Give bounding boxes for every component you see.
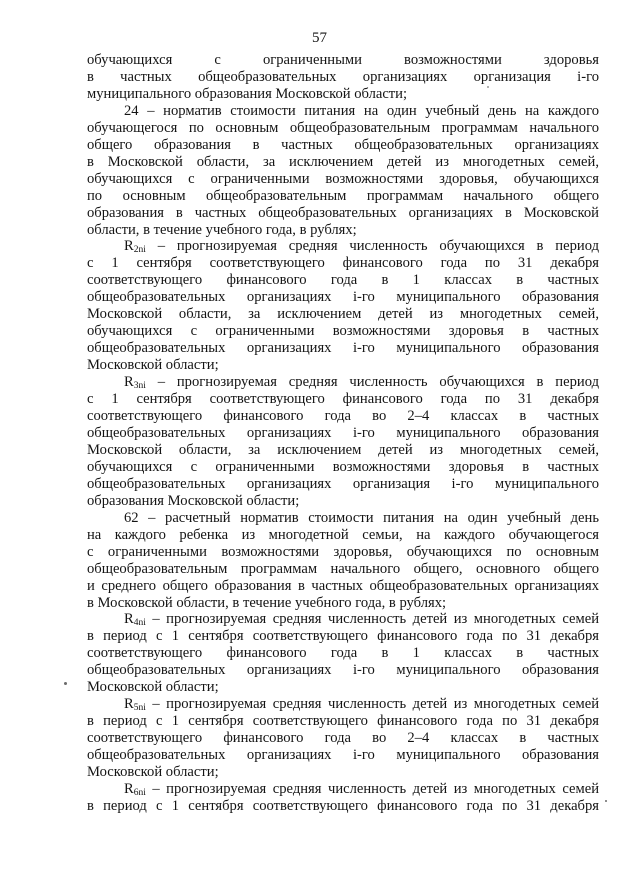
variable-subscript: 2ni [133,245,146,256]
variable-symbol: R [124,780,134,797]
line-text: общего образования в частных общеобразовательных организациях [87,136,599,153]
paragraph-r5ni [87,696,599,781]
text-line [87,171,599,188]
text-line [87,611,599,628]
line-text: общеобразовательных организациях i-го муниципального образования [87,340,599,357]
line-text: с ограниченными возможностями здоровья, обучающихся по основным [87,543,599,560]
text-line [87,561,599,578]
line-text: в Московской области, за исключением детей из многодетных семей, [87,153,599,170]
paragraph-p62 [87,510,599,612]
variable-subscript: 4ni [133,618,146,629]
text-line [87,679,599,696]
scan-speck [487,86,489,88]
text-line [87,476,599,493]
scan-speck [605,800,607,802]
line-text: соответствующего финансового года в 1 классах в частных [87,645,599,662]
text-line [87,527,599,544]
text-line [87,628,599,645]
text-line [87,205,599,222]
text-line [87,272,599,289]
text-line [87,222,599,239]
text-line [87,544,599,561]
line-text: общеобразовательных организациях i-го муниципального образования [87,662,599,679]
text-line [87,391,599,408]
text-line [87,764,599,781]
variable-symbol: R [124,696,134,713]
text-line [87,662,599,679]
page-number: 57 [312,30,327,46]
text-line [87,374,599,391]
line-text: общеобразовательных организациях i-го муниципального образования [87,747,599,764]
text-line [87,137,599,154]
text-line [87,730,599,747]
line-text: – прогнозируемая средняя численность детей из многодетных семей [145,611,599,628]
text-line [87,595,599,612]
paragraph-r6ni [87,781,599,815]
variable-subscript: 5ni [133,703,146,714]
line-text: муниципального образования Московской области; [87,85,408,102]
text-line [87,86,599,103]
line-text: 24 – норматив стоимости питания на один учебный день на каждого [124,102,599,119]
line-text: Московской области; [87,679,219,696]
paragraph-continuation [87,52,599,103]
line-text: обучающегося по основным общеобразовательным программам начального [87,119,599,136]
text-line [87,323,599,340]
text-line [87,306,599,323]
line-text: в период с 1 сентября соответствующего финансового года по 31 декабря [87,713,599,730]
line-text: Московской области; [87,764,219,781]
line-text: в период с 1 сентября соответствующего финансового года по 31 декабря [87,797,599,814]
text-line [87,340,599,357]
line-text: Московской области; [87,357,219,374]
line-text: соответствующего финансового года во 2–4 классах в частных [87,408,599,425]
text-line [87,255,599,272]
text-line [87,578,599,595]
line-text: и среднего общего образования в частных общеобразовательных организациях [87,577,599,594]
text-line [87,357,599,374]
scan-speck [64,682,67,685]
line-text: общеобразовательных организациях i-го муниципального образования [87,424,599,441]
variable-subscript: 6ni [133,787,146,798]
text-line [87,52,599,69]
line-text: обучающихся с ограниченными возможностями здоровья [87,52,599,68]
text-line [87,442,599,459]
variable-subscript: 3ni [133,381,146,392]
line-text: обучающихся с ограниченными возможностями здоровья в частных [87,323,599,340]
text-line [87,289,599,306]
line-text: с 1 сентября соответствующего финансового года по 31 декабря [87,255,599,272]
line-text: по основным общеобразовательным программам начального общего [87,187,599,204]
text-line [87,645,599,662]
text-line [87,188,599,205]
text-line [87,781,599,798]
line-text: в Московской области, в течение учебного года, в рублях; [87,594,447,611]
line-text: – прогнозируемая средняя численность обучающихся в период [145,374,599,391]
variable-symbol: R [124,611,134,628]
paragraph-r2ni [87,238,599,374]
line-text: обучающихся с ограниченными возможностями здоровья в частных [87,458,599,475]
text-line [87,408,599,425]
line-text: Московской области, за исключением детей из многодетных семей, [87,306,599,323]
text-line [87,154,599,171]
line-text: 62 – расчетный норматив стоимости питания на один учебный день [124,509,599,526]
line-text: с 1 сентября соответствующего финансового года по 31 декабря [87,391,599,408]
line-text: Московской области, за исключением детей из многодетных семей, [87,441,599,458]
line-text: в период с 1 сентября соответствующего финансового года по 31 декабря [87,628,599,645]
text-line [87,459,599,476]
text-line [87,238,599,255]
line-text: – прогнозируемая средняя численность детей из многодетных семей [145,780,599,797]
text-line [87,713,599,730]
text-line [87,747,599,764]
line-text: соответствующего финансового года в 1 классах в частных [87,272,599,289]
line-text: обучающихся с ограниченными возможностями здоровья, обучающихся [87,170,599,187]
text-line [87,103,599,120]
line-text: – прогнозируемая средняя численность обучающихся в период [145,238,599,255]
text-line [87,696,599,713]
line-text: общеобразовательных организациях i-го муниципального образования [87,289,599,306]
line-text: соответствующего финансового года во 2–4 классах в частных [87,730,599,747]
text-line [87,425,599,442]
variable-symbol: R [124,374,134,391]
variable-symbol: R [124,238,134,255]
paragraph-r4ni [87,611,599,696]
line-text: области, в течение учебного года, в рублях; [87,221,357,238]
line-text: на каждого ребенка из многодетной семьи, на каждого обучающегося [87,526,599,543]
text-line [87,120,599,137]
line-text: образования в частных общеобразовательных организациях в Московской [87,204,599,221]
text-line [87,510,599,527]
line-text: общеобразовательных организациях организация i-го муниципального [87,475,599,492]
line-text: в частных общеобразовательных организациях организация i-го [87,68,599,85]
text-line [87,798,599,815]
line-text: – прогнозируемая средняя численность детей из многодетных семей [145,696,599,713]
text-line [87,69,599,86]
paragraph-p24 [87,103,599,239]
paragraph-r3ni [87,374,599,510]
text-line [87,493,599,510]
document-body [87,52,599,815]
line-text: образования Московской области; [87,492,300,509]
line-text: общеобразовательным программам начального общего, основного общего [87,560,599,577]
